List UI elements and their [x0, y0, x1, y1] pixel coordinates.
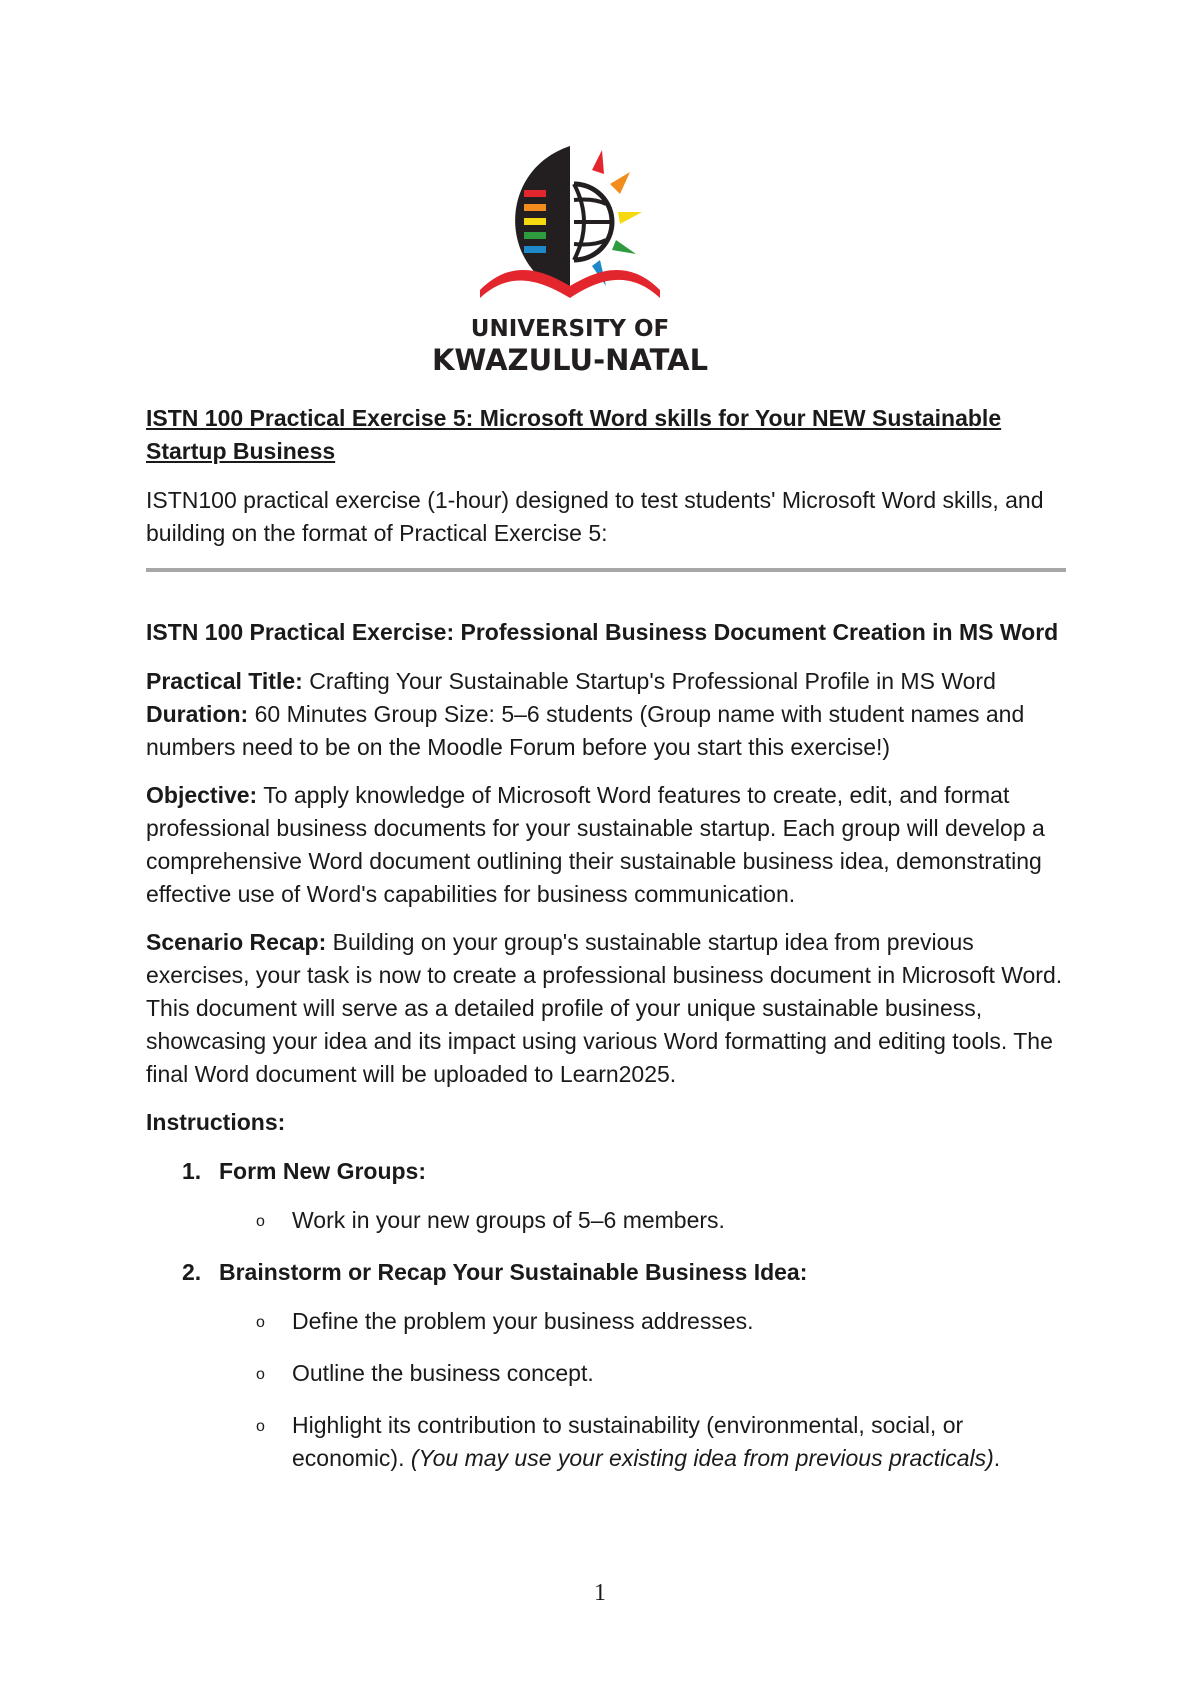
scenario-label: Scenario Recap: — [146, 929, 327, 955]
instructions-heading: Instructions: — [146, 1109, 286, 1135]
list-item: o Define the problem your business addresses. — [256, 1305, 1066, 1341]
list-item: o Highlight its contribution to sustainability (environmental, social, or economic). (You may use your existing idea from previous practicals). — [256, 1409, 1066, 1475]
document-title: ISTN 100 Practical Exercise 5: Microsoft Word skills for Your NEW Sustainable Startup Business — [146, 405, 1002, 464]
bullet-icon: o — [256, 1366, 265, 1383]
italic-note: (You may use your existing idea from previous practicals) — [410, 1445, 994, 1471]
university-logo — [431, 140, 730, 390]
practical-title-text: Crafting Your Sustainable Startup's Professional Profile in MS Word — [302, 668, 996, 694]
duration-text: 60 Minutes Group Size: 5–6 students (Group name with student names and numbers need to be on the Moodle Forum before you start this exercise!) — [146, 701, 1025, 760]
step-title: Brainstorm or Recap Your Sustainable Business Idea: — [219, 1259, 808, 1285]
intro-paragraph: ISTN100 practical exercise (1-hour) designed to test students' Microsoft Word skills, and building on the format of Practical Exercise 5: — [146, 487, 1044, 546]
practical-title-label: Practical Title: — [146, 668, 303, 694]
bullet-icon: o — [256, 1314, 265, 1331]
step-number: 1. — [182, 1158, 202, 1184]
list-item: o Outline the business concept. — [256, 1357, 1066, 1393]
title-duration-paragraph — [146, 665, 1066, 764]
section-heading: ISTN 100 Practical Exercise: Professional Business Document Creation in MS Word — [146, 619, 1059, 645]
objective-text: To apply knowledge of Microsoft Word features to create, edit, and format professional business documents for your sustainable startup. Each group will develop a comprehensive Word document outlining their sustainable business idea, demonstrating effective use of Word's capabilities for business communication. — [146, 782, 1045, 907]
list-item: o Work in your new groups of 5–6 members. — [256, 1204, 1066, 1240]
logo-line2: KWAZULU-NATAL — [431, 343, 709, 377]
logo-line1: UNIVERSITY OF — [470, 316, 670, 342]
step-title: Form New Groups: — [219, 1158, 427, 1184]
ukzn-logo-icon — [431, 140, 730, 390]
document-body — [146, 402, 1066, 1491]
objective-label: Objective: — [146, 782, 258, 808]
scenario-text: Building on your group's sustainable startup idea from previous exercises, your task is now to create a professional business document in Microsoft Word. This document will serve as a detailed profile of your unique sustainable business, showcasing your idea and its impact using various Word formatting and editing tools. The final Word document will be uploaded to Learn2025. — [146, 929, 1063, 1087]
step-1 — [146, 1155, 1066, 1240]
instructions-list — [146, 1155, 1066, 1475]
horizontal-rule — [146, 568, 1066, 572]
page-number: 1 — [594, 1580, 606, 1606]
bullet-icon: o — [256, 1213, 265, 1230]
step-2 — [146, 1256, 1066, 1475]
objective-paragraph — [146, 779, 1066, 911]
step-number: 2. — [182, 1259, 202, 1285]
bullet-icon: o — [256, 1418, 265, 1435]
duration-label: Duration: — [146, 701, 249, 727]
scenario-paragraph — [146, 926, 1066, 1091]
